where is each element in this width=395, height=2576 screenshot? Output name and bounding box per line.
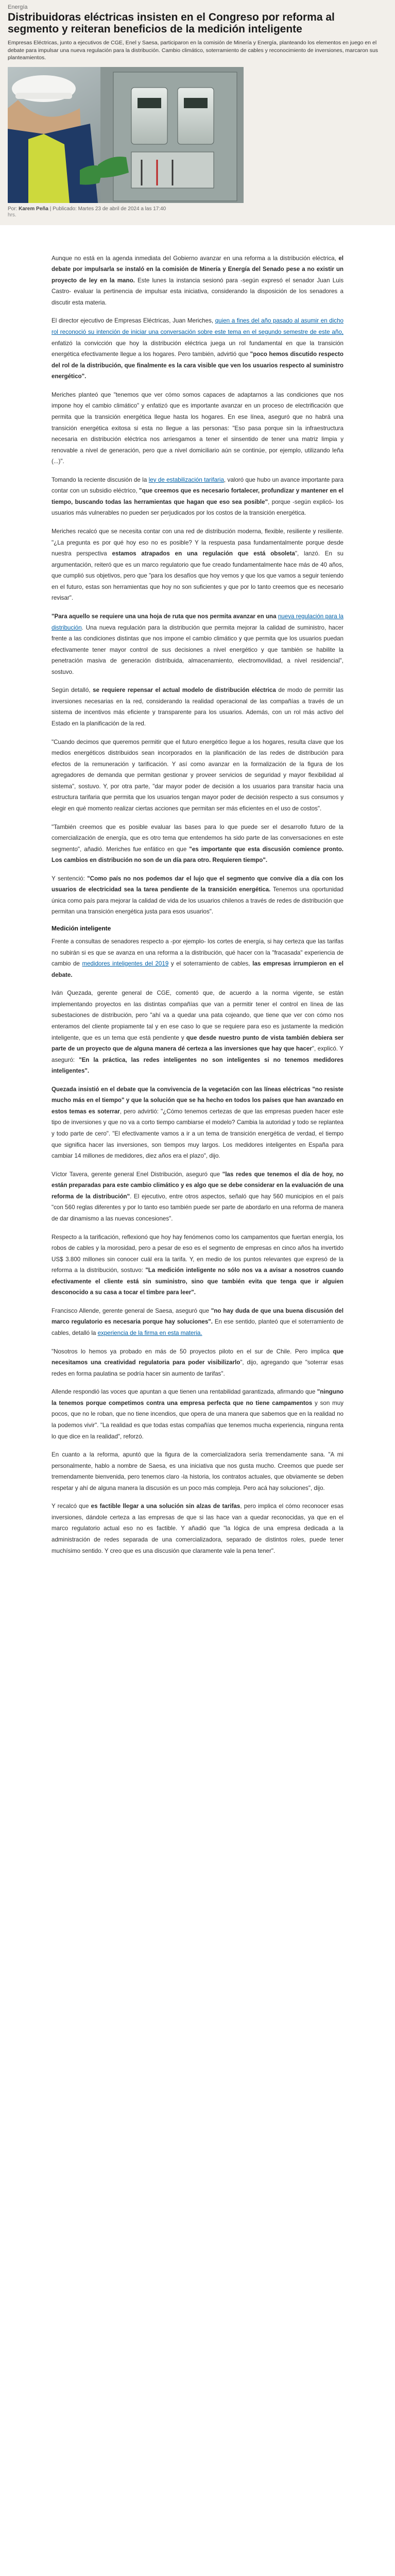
author-name[interactable]: Karem Peña <box>19 206 48 212</box>
text-run: Tenemos una oportunidad única como país para mejorar la calidad de vida de los usuarios chilenos a través de redes de distribución que permitan una transición energética justa para esos usuarios". <box>51 886 344 916</box>
text-run: Aunque no está en la agenda inmediata del Gobierno avanzar en una reforma a la distribución eléctrica, <box>51 255 339 262</box>
text-run: . Una nueva regulación para la distribución que permita mejorar la calidad de suministro, hacer frente a las condiciones distintas que nos impone el cambio climático y que permita que los usuarios puedan efectivamente tener mayor control de sus decisiones a nivel energético y que también se habilite la penetración masiva de generación distribuida, almacenamiento, electromovilidad, a nivel residencial", sostuvo. <box>51 624 344 675</box>
text-run: Y recalcó que <box>51 1503 91 1510</box>
inline-link[interactable]: medidores inteligentes del 2019 <box>82 960 169 968</box>
text-run: "También creemos que es posible evaluar las bases para lo que puede ser el desarrollo futuro de la comercialización de energía, que es otro tema que entendemos ha sido parte de las conversaciones en este segmento", añadió. Meriches fue enfático en que <box>51 823 344 853</box>
byline <box>8 206 387 212</box>
text-run: Respecto a la tarificación, reflexionó que hoy hay fenómenos como los campamentos que fuertan energía, los robos de cables y la morosidad, pero a pesar de eso es el segmento de empresas en cinco años ha invertido US$ 3.800 millones sin conocer cuál era la tarifa. Y, en medio de los puntos relevantes que expresó de la reforma a la distribución, sostuvo: <box>51 1233 344 1274</box>
article-photo <box>8 67 244 203</box>
text-run: En ese sentido, planteó que el soterramiento de cables, detalló la <box>51 1318 344 1337</box>
paragraph <box>51 873 344 918</box>
photo-illustration <box>8 67 244 203</box>
text-run: y son muy pocos, que no le roban, que no tiene incendios, que opera de una manera que sabemos que en la realidad no la podemos vivir". "La realidad es que todas estas compañías que tenemos mucha experiencia, ninguna renta lo que dice en la realidad", reforzó. <box>51 1399 344 1440</box>
article-header <box>0 0 395 225</box>
text-run: , porque -según explicó- los usuarios más vulnerables no pueden ser perjudicados por los costos de la transición energética. <box>51 498 344 517</box>
headline: Distribuidoras eléctricas insisten en el Congreso por reforma al segmento y reiteran beneficios de la medición inteligente <box>8 11 335 36</box>
text-run: , valoró que hubo un avance importante para contar con un subsidio eléctrico, <box>51 476 344 495</box>
paragraph <box>51 253 344 309</box>
text-run: . El ejecutivo, entre otros aspectos, señaló que hay 560 municipios en el país "con 560 reglas diferentes y por lo tanto eso también puede ser parte de abordarlo en una reforma de manera de dar dinamismo a las nuevas concesiones". <box>51 1193 344 1222</box>
text-run: Según detalló, <box>51 687 93 694</box>
section-link[interactable]: Energía <box>8 4 28 10</box>
emphasis-text: se requiere repensar el actual modelo de distribución eléctrica <box>93 687 276 694</box>
text-run: ", explicó. Y aseguró: <box>51 1045 344 1063</box>
emphasis-text: "las redes que tenemos el día de hoy, no están preparadas para este cambio climático y es algo que se debe considerar en la evaluación de una reforma de la distribución" <box>51 1171 344 1200</box>
text-run: Víctor Tavera, gerente general Enel Distribución, aseguró que <box>51 1171 222 1178</box>
text-run: , pero advirtió: "¿Cómo tenemos certezas de que las empresas pueden hacer este tipo de inversiones y que no va a corto tiempo cambiarse el modelo? Cambia la autoridad y todo se replantea y todo parte de cero". "El efectivamente vamos a ir a un tema de transición energética de verdad, el tiempo que significa hacer las inversiones, son tiempos muy largos. Los medidores inteligentes en España para cambiar 14 millones de medidores, diez años era el plazo", dijo. <box>51 1108 344 1160</box>
paragraph <box>51 315 344 382</box>
text-run: ", dijo, agregando que "soterrar esas redes en forma paulatina se podría hacer sin aumento de tarifas". <box>51 1359 344 1377</box>
paragraph <box>51 389 344 467</box>
text-run: y el soterramiento de cables, <box>168 960 253 968</box>
inline-link[interactable]: nueva regulación para la distribución <box>51 613 344 631</box>
text-run: Frente a consultas de senadores respecto a -por ejemplo- los cortes de energía, si hay certeza que las tarifas no subirán si es que se avanza en una reforma a la distribución, qué hacer con la "fracasada" experiencia de cambio de <box>51 938 344 968</box>
emphasis-text: "Como país no nos podemos dar el lujo que el segmento que convive día a día con los usuarios de electricidad sea la tarea pendiente de la transición energética. <box>51 875 344 893</box>
text-run: Iván Quezada, gerente general de CGE, comentó que, de acuerdo a la norma vigente, se están implementando proyectos en las distintas compañías que van a permitir tener el control en línea de las subestaciones de distribución, pero "ahí va a quedar una pata cojeando, que tiene que ver con cómo nos enteramos del cliente propiamente tal y en ese caso lo que se requiere para eso es justamente la medición inteligente, que es un tema que está pendiente y <box>51 990 344 1041</box>
text-run: de modo de permitir las inversiones necesarias en la red, considerando la realidad operacional de las compañías a través de un sistema de incentivos más eficiente y transparente para los usuarios. Además, con un rol más activo del Estado en la planificación de la red. <box>51 687 344 727</box>
text-run: Meriches planteó que "tenemos que ver cómo somos capaces de adaptarnos a las condiciones que nos impone hoy el cambio climático" y enfatizó que es importante avanzar en un proceso de electrificación que permita que la transición energética llegue hasta los hogares. En ese línea, aseguró que no habrá una transición energética exitosa si esta no llegue a las personas: "Eso pasa porque sin la infraestructura necesaria en distribución eléctrica nos arriesgamos a tener el sinsentido de tener una matriz limpia y renovable a nivel de generación, pero que a nivel domiciliario aún se continúe, por ejemplo, utilizando leña (...)". <box>51 391 344 465</box>
emphasis-text: "ninguno la tenemos porque competimos contra una empresa perfecta que no tiene campamentos <box>51 1388 344 1406</box>
paragraph <box>51 936 344 980</box>
paragraph <box>51 1232 344 1298</box>
body-paragraphs-b <box>51 936 344 1556</box>
paragraph <box>51 611 344 677</box>
article-body <box>51 225 344 1585</box>
inline-link[interactable]: experiencia de la firma en esta materia. <box>97 1330 202 1337</box>
paragraph <box>51 1386 344 1442</box>
text-run: Y sentenció: <box>51 875 88 882</box>
text-run: El director ejecutivo de Empresas Eléctricas, Juan Meriches, <box>51 317 215 325</box>
emphasis-text: Quezada insistió en el debate que la convivencia de la vegetación con las líneas eléctricas "no resiste mucho más en el tiempo" y que la solución que se ha hecho en todos los países que han avanzado en estos temas es soterrar <box>51 1086 344 1115</box>
text-run: En cuanto a la reforma, apuntó que la figura de la comercializadora sería tremendamente sana. "A mi personalmente, hablo a nombre de Saesa, es una iniciativa que nos gusta mucho. Creemos que puede ser tremendamente bienvenida, pero tenemos claro -la historia, los contratos actuales, que obviamente se deben respetar y ahí de alguna manera la discusión es un poco más compleja. Pero acá hay soluciones", dijo. <box>51 1451 344 1492</box>
text-run: "Cuando decimos que queremos permitir que el futuro energético llegue a los hogares, resulta clave que los medios energéticos distribuidos sean incorporados en la planificación de las redes de distribución para efectos de la remuneración y tarificación. Y así como avanzar en la formalización de la figura de los agregadores de demanda que permitan gestionar y proveer servicios de seguridad y mayor flexibilidad al sistema", sostuvo. Y, por otra parte, "dar mayor poder de decisión a los usuarios para transitar hacia una estructura tarifaria que permita que los usuarios tengan mayor poder de decisión respecto a sus consumos y elegir en qué momento realizar ciertas acciones que permitan ser más eficientes en el uso de costos". <box>51 738 344 812</box>
text-run: "Nosotros lo hemos ya probado en más de 50 proyectos piloto en el sur de Chile. Pero implica <box>51 1348 333 1355</box>
inline-link[interactable]: ley de estabilización tarifaria <box>148 476 224 483</box>
paragraph <box>51 988 344 1077</box>
emphasis-text: "La medición inteligente no sólo nos va a avisar a nosotros cuando efectivamente el cliente está sin suministro, sino que también evita que tenga que ir alguien desconocido a su casa a tocar el timbre para leer". <box>51 1267 344 1296</box>
emphasis-text: "Para aquello se requiere una una hoja de ruta que nos permita avanzar en una <box>51 613 278 620</box>
text-run: ", lanzó. En su argumentación, reiteró que es un marco regulatorio que fue creado fundamentalmente hace más de 40 años, que cumplió sus objetivos, pero que "para los desafíos que hoy vemos y que los que vamos a seguir teniendo en el futuro, estas son herramientas que hoy no son suficientes y que por lo tanto creemos que es necesario revisar". <box>51 550 344 602</box>
text-run: Allende respondió las voces que apuntan a que tienen una rentabilidad garantizada, afirmando que <box>51 1388 317 1396</box>
emphasis-text: las empresas irrumpieron en el debate. <box>51 960 344 978</box>
byline-separator: | Publicado: <box>49 206 77 212</box>
emphasis-text: es factible llegar a una solución sin alzas de tarifas <box>91 1503 241 1510</box>
text-run: enfatizó la convicción que hoy la distribución eléctrica juega un rol fundamental en que la transición energética efectivamente llegue a los hogares. Pero también, advirtió que <box>51 340 344 358</box>
subheading: Medición inteligente <box>51 925 111 933</box>
text-run: Francisco Allende, gerente general de Saesa, aseguró que <box>51 1307 211 1314</box>
paragraph <box>51 822 344 866</box>
paragraph <box>51 1306 344 1339</box>
paragraph <box>51 474 344 519</box>
paragraph <box>51 737 344 815</box>
emphasis-text: que desde nuestro punto de vista también debiera ser parte de un proyecto que de alguna manera dé certeza a las inversiones que hay que hacer <box>51 1034 344 1053</box>
paragraph <box>51 1501 344 1556</box>
share-icon[interactable]: hrs. <box>8 212 16 218</box>
body-paragraphs-a <box>51 253 344 918</box>
paragraph <box>51 1449 344 1494</box>
emphasis-text: "es importante que esta discusión comience pronto. Los cambios en distribución no son de un día para otro. Requieren tiempo". <box>51 845 344 864</box>
paragraph <box>51 685 344 729</box>
paragraph <box>51 1169 344 1225</box>
inline-link[interactable]: quien a fines del año pasado al asumir en dicho rol reconoció su intención de iniciar una conversación sobre este tema en el segundo semestre de este año, <box>51 317 344 336</box>
publish-date: Martes 23 de abril de 2024 a las 17:40 <box>78 206 166 212</box>
text-run: Este lunes la instancia sesionó para -según expresó el senador Juan Luis Castro- evaluar la pertinencia de impulsar esta iniciativa, considerando la disposición de los senadores a discutir esta materia. <box>51 277 344 306</box>
emphasis-text: "poco hemos discutido respecto del rol de la distribución, que finalmente es la cara visible que ven los usuarios respecto al suministro energético". <box>51 351 344 380</box>
paragraph <box>51 1346 344 1380</box>
text-run: Tomando la reciente discusión de la <box>51 476 149 483</box>
paragraph <box>51 1084 344 1162</box>
paragraph <box>51 526 344 604</box>
emphasis-text: que necesitamos una creatividad regulatoria para poder visibilizarlo <box>51 1348 344 1366</box>
emphasis-text: estamos atrapados en una regulación que está obsoleta <box>112 550 295 557</box>
byline-prefix: Por: <box>8 206 18 212</box>
text-run: , pero implica el cómo reconocer esas inversiones, dándole certeza a las empresas de que si las hace van a quedar reconocidas, ya que en el marco regulatorio actual eso no es factible. Y añadió que "la lógica de una empresa dedicada a la administración de redes separada de una comercializadora, separado de distintos roles, puede tener muchísimo sentido. Y creo que es una discusión que claramente vale la pena tener". <box>51 1503 344 1554</box>
emphasis-text: "no hay duda de que una buena discusión del marco regulatorio es necesaria porque hay soluciones". <box>51 1307 344 1326</box>
emphasis-text: el debate por impulsarla se instaló en la comisión de Minería y Energía del Senado pese a no existir un proyecto de ley en la mano. <box>51 255 344 284</box>
emphasis-text: "que creemos que es necesario fortalecer, profundizar y mantener en el tiempo, buscando todas las herramientas que hagan que eso sea posible" <box>51 487 344 505</box>
emphasis-text: "En la práctica, las redes inteligentes no son inteligentes si no tenemos medidores inteligentes". <box>51 1056 344 1075</box>
lead-text: Empresas Eléctricas, junto a ejecutivos de CGE, Enel y Saesa, participaron en la comisión de Minería y Energía, planteando los elementos en juego en el debate para impulsar una nueva regulación para la distribución. Cambio climático, soterramiento de cables y reconocimiento de inversiones, marcaron sus planteamientos. <box>8 40 379 61</box>
text-run: Meriches recalcó que se necesita contar con una red de distribución moderna, flexible, resiliente y resiliente. "¿La pregunta es por qué hoy eso no es posible? Y la respuesta pasa fundamentalmente porque desde nuestra perspectiva <box>51 528 344 557</box>
